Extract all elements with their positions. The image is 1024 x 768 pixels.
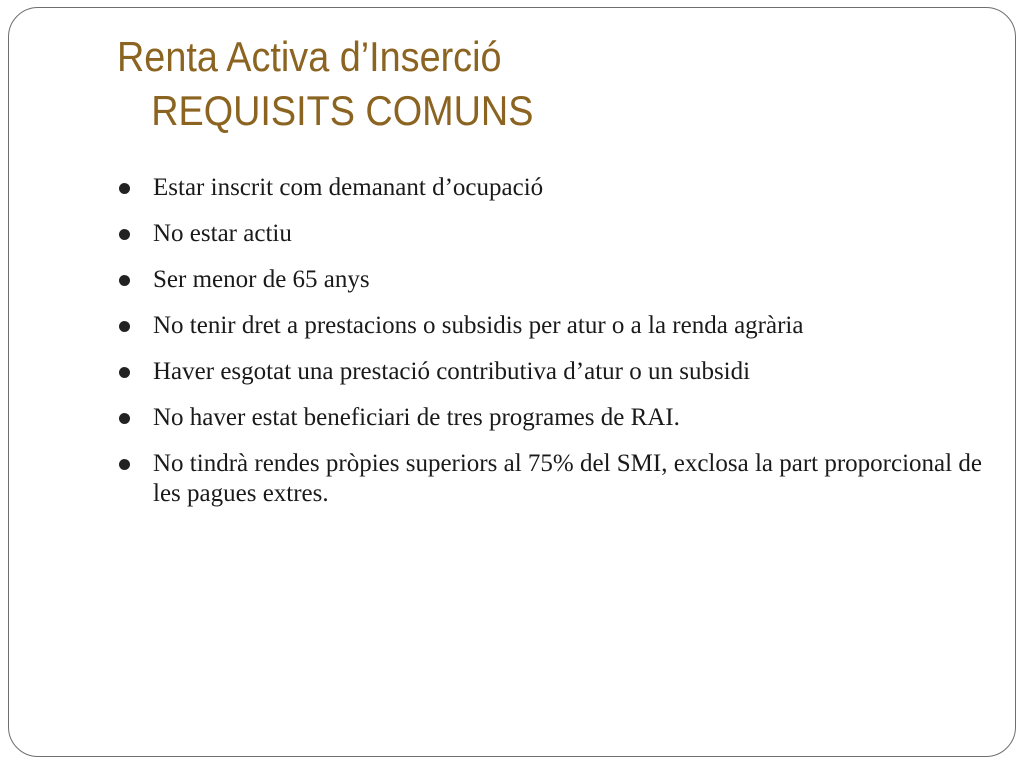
list-item-text: Haver esgotat una prestació contributiva d’atur o un subsidi [153, 358, 751, 385]
list-item-text: No tenir dret a prestacions o subsidis per atur o a la renda agrària [153, 312, 804, 339]
bullet-dot-icon [119, 321, 130, 332]
list-item [119, 403, 999, 433]
bullet-dot-icon [119, 275, 130, 286]
title-line-2: REQUISITS COMUNS [151, 87, 534, 134]
list-item-text: No estar actiu [153, 220, 292, 247]
bullet-dot-icon [119, 413, 130, 424]
list-item [119, 265, 999, 295]
list-item [119, 357, 999, 387]
bullet-dot-icon [119, 367, 130, 378]
slide-title [117, 30, 801, 138]
slide-frame [8, 7, 1016, 757]
requirements-list [119, 173, 999, 525]
list-item [119, 311, 999, 341]
list-item-text: Ser menor de 65 anys [153, 266, 370, 293]
bullet-dot-icon [119, 459, 130, 470]
bullet-dot-icon [119, 229, 130, 240]
list-item [119, 449, 999, 509]
list-item-text: No tindrà rendes pròpies superiors al 75% del SMI, exclosa la part proporcional de les pagues extres. [153, 450, 982, 507]
list-item-text: Estar inscrit com demanant d’ocupació [153, 174, 544, 201]
title-line-1: Renta Activa d’Inserció [117, 33, 502, 80]
bullet-dot-icon [119, 183, 130, 194]
list-item-text: No haver estat beneficiari de tres programes de RAI. [153, 404, 680, 431]
list-item [119, 173, 999, 203]
list-item [119, 219, 999, 249]
